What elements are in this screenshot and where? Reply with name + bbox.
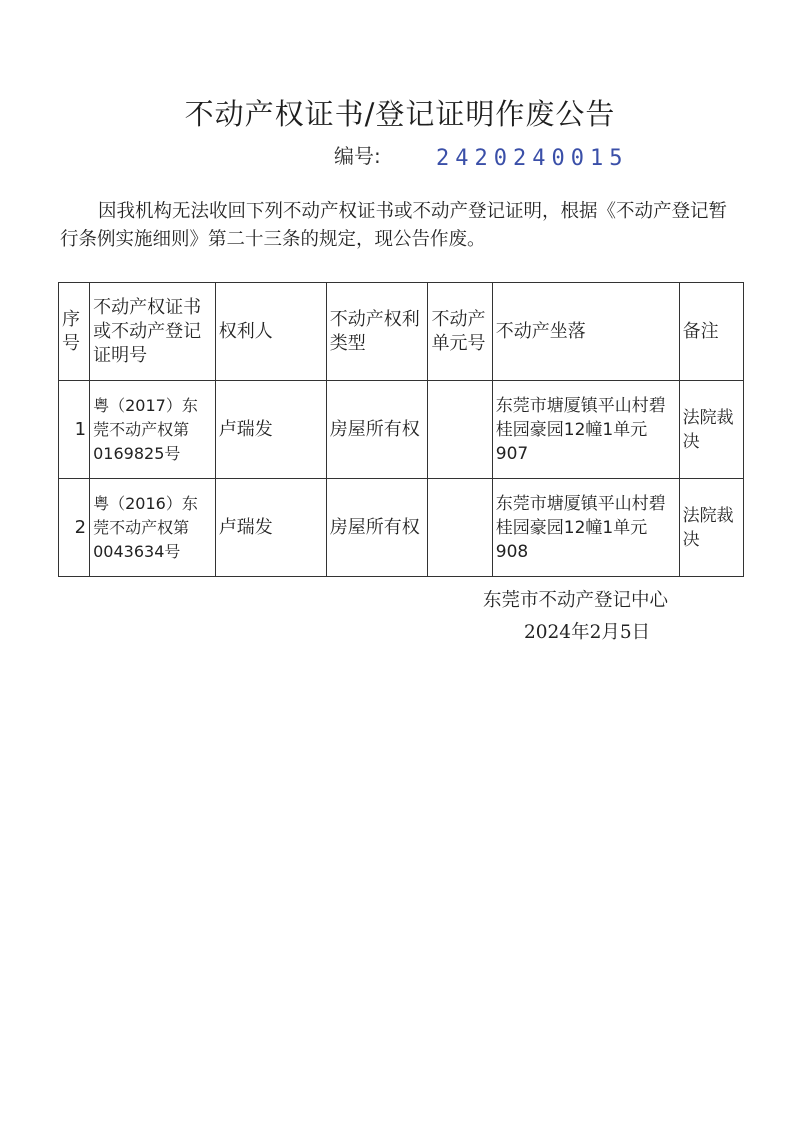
document-number-value: 2420240015 (436, 146, 629, 171)
cell-right-type: 房屋所有权 (326, 381, 428, 479)
voided-certificates-table (58, 282, 744, 577)
cell-unit-number (428, 381, 492, 479)
cell-note: 法院裁决 (679, 479, 743, 577)
header-location: 不动产坐落 (492, 283, 679, 381)
cell-right-holder: 卢瑞发 (215, 479, 326, 577)
cell-certificate-number: 粤（2017）东莞不动产权第0169825号 (90, 381, 216, 479)
table-header-row (59, 283, 744, 381)
header-seq: 序号 (59, 283, 90, 381)
cell-location: 东莞市塘厦镇平山村碧桂园豪园12幢1单元908 (492, 479, 679, 577)
cell-seq: 1 (59, 381, 90, 479)
header-note: 备注 (679, 283, 743, 381)
page-title: 不动产权证书/登记证明作废公告 (184, 97, 616, 131)
document-number-label: 编号: (334, 144, 381, 168)
header-right-type: 不动产权利类型 (326, 283, 428, 381)
announcement-intro: 因我机构无法收回下列不动产权证书或不动产登记证明，根据《不动产登记暂行条例实施细则》第二十三条的规定，现公告作废。 (60, 201, 728, 250)
table-row (59, 479, 744, 577)
header-right-holder: 权利人 (215, 283, 326, 381)
header-unit-number: 不动产单元号 (428, 283, 492, 381)
cell-certificate-number: 粤（2016）东莞不动产权第0043634号 (90, 479, 216, 577)
cell-unit-number (428, 479, 492, 577)
issuing-authority: 东莞市不动产登记中心 (483, 590, 669, 611)
cell-seq: 2 (59, 479, 90, 577)
header-certificate-number: 不动产权证书或不动产登记证明号 (90, 283, 216, 381)
cell-right-holder: 卢瑞发 (215, 381, 326, 479)
cell-right-type: 房屋所有权 (326, 479, 428, 577)
cell-location: 东莞市塘厦镇平山村碧桂园豪园12幢1单元907 (492, 381, 679, 479)
cell-note: 法院裁决 (679, 381, 743, 479)
issue-date: 2024年2月5日 (524, 622, 651, 643)
table-row (59, 381, 744, 479)
